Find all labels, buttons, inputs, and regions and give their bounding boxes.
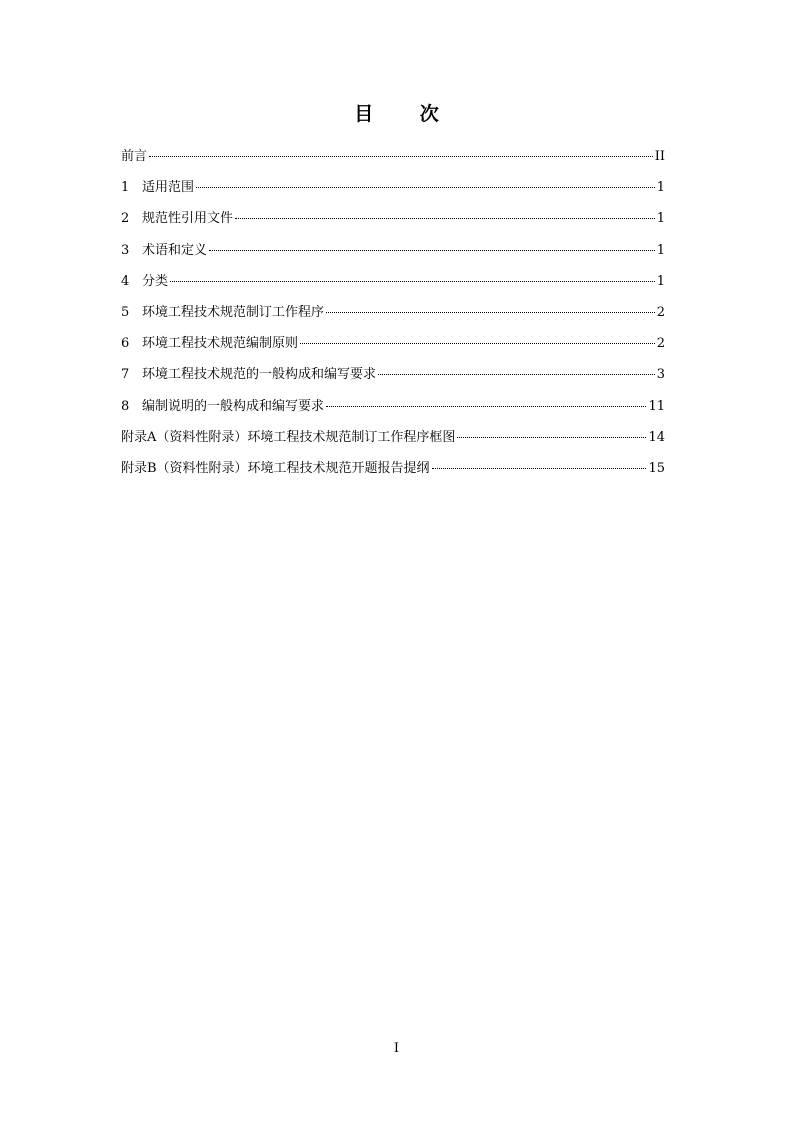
toc-entry-label: 适用范围	[142, 180, 195, 196]
toc-entry-label: 编制说明的一般构成和编写要求	[142, 398, 325, 414]
toc-entry-label: 前言	[121, 149, 148, 164]
toc-entry-number: 6	[121, 336, 130, 352]
toc-dot-leader	[300, 343, 655, 344]
toc-dot-leader	[378, 374, 655, 375]
toc-entry-page: II	[654, 149, 665, 164]
toc-dot-leader	[209, 250, 655, 251]
toc-entry-page: 3	[656, 367, 665, 383]
toc-entry-page: 1	[656, 273, 665, 289]
toc-entry-5[interactable]	[121, 303, 665, 334]
toc-dot-leader	[432, 468, 647, 469]
toc-entry-2[interactable]	[121, 209, 665, 240]
toc-entry-appendix-b[interactable]	[121, 459, 665, 490]
toc-entry-foreword[interactable]	[121, 147, 665, 178]
toc-dot-leader	[235, 218, 655, 219]
toc-entry-page: 2	[656, 336, 665, 352]
toc-dot-leader	[457, 437, 646, 438]
toc-entry-label: 附录A（资料性附录）环境工程技术规范制订工作程序框图	[121, 429, 456, 445]
toc-entry-label: 规范性引用文件	[142, 211, 234, 227]
toc-entry-label: 环境工程技术规范制订工作程序	[142, 304, 325, 320]
toc-entry-label: 环境工程技术规范编制原则	[142, 336, 299, 352]
toc-entry-label: 附录B（资料性附录）环境工程技术规范开题报告提纲	[121, 460, 430, 476]
toc-dot-leader	[326, 406, 646, 407]
toc-entry-1[interactable]	[121, 178, 665, 209]
toc-entry-number: 2	[121, 211, 130, 227]
toc-entry-label: 分类	[142, 273, 169, 289]
toc-entry-8[interactable]	[121, 397, 665, 428]
toc-entry-appendix-a[interactable]	[121, 428, 665, 459]
toc-entry-4[interactable]	[121, 272, 665, 303]
toc-entry-label: 环境工程技术规范的一般构成和编写要求	[142, 367, 377, 383]
toc-entry-page: 1	[656, 180, 665, 196]
toc-entry-page: 2	[656, 304, 665, 320]
toc-entry-number: 1	[121, 180, 130, 196]
toc-dot-leader	[170, 281, 655, 282]
page-number: I	[393, 1041, 400, 1056]
table-of-contents	[121, 147, 665, 490]
toc-entry-number: 8	[121, 398, 130, 414]
toc-entry-number: 4	[121, 273, 130, 289]
toc-dot-leader	[149, 156, 653, 157]
toc-entry-label: 术语和定义	[142, 242, 208, 258]
toc-entry-number: 5	[121, 304, 130, 320]
toc-entry-page: 1	[656, 211, 665, 227]
toc-entry-number: 7	[121, 367, 130, 383]
toc-entry-page: 11	[648, 398, 665, 414]
toc-entry-page: 14	[648, 429, 665, 445]
page-title: 目 次	[354, 102, 459, 125]
toc-entry-7[interactable]	[121, 365, 665, 396]
toc-dot-leader	[326, 312, 655, 313]
toc-entry-3[interactable]	[121, 241, 665, 272]
toc-dot-leader	[196, 187, 655, 188]
toc-entry-6[interactable]	[121, 334, 665, 365]
toc-entry-page: 15	[648, 460, 665, 476]
toc-entry-page: 1	[656, 242, 665, 258]
toc-entry-number: 3	[121, 242, 130, 258]
